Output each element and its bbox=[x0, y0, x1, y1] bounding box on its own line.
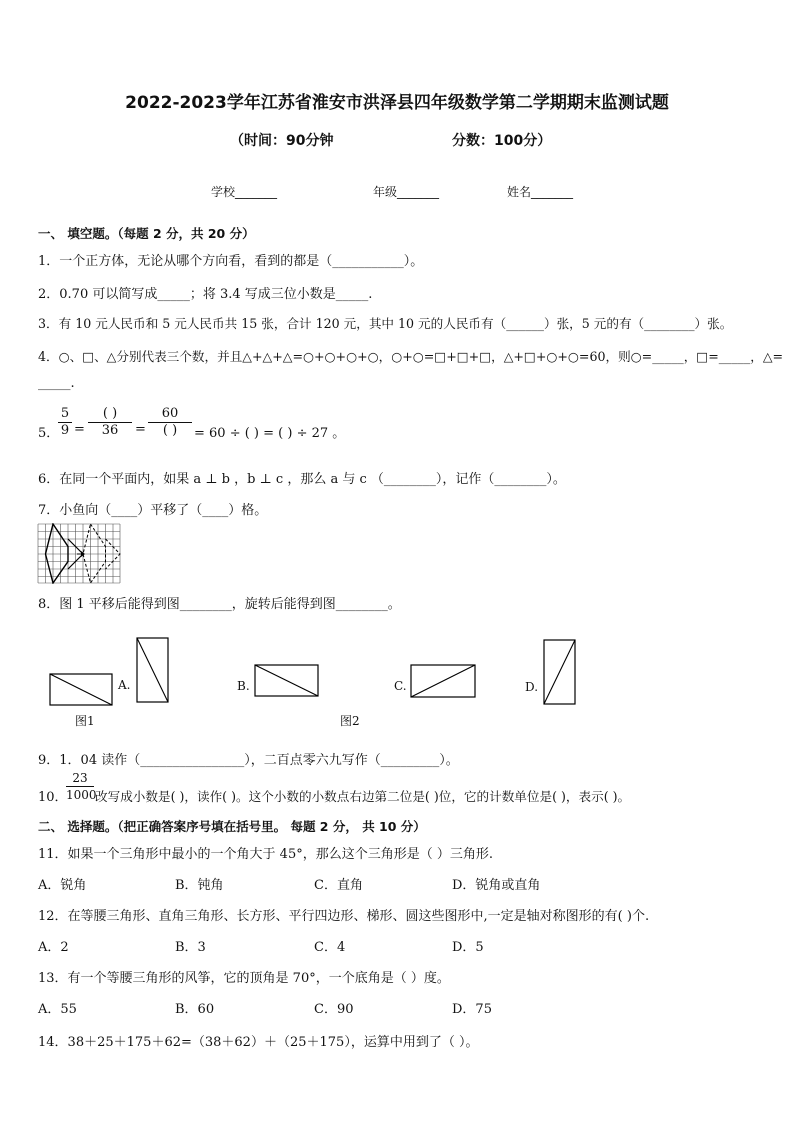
question-9: 9．1．04 读作（________________），二百点零六九写作（_________）。 bbox=[38, 753, 459, 768]
fraction-numerator: 5 bbox=[60, 406, 70, 421]
fish-original-icon bbox=[46, 524, 69, 583]
grade-field[interactable]: 年级_______ bbox=[373, 185, 440, 199]
question-4-cont: _____. bbox=[38, 376, 75, 391]
option-13-c[interactable]: C．90 bbox=[314, 1002, 354, 1017]
rectangle-figures bbox=[48, 634, 768, 714]
fraction-60-blank bbox=[148, 406, 192, 439]
page-title: 2022-2023学年江苏省淮安市洪泽县四年级数学第二学期期末监测试题 bbox=[125, 93, 669, 113]
fraction-numerator-blank[interactable]: ( ) bbox=[102, 406, 118, 421]
question-3: 3．有 10 元人民币和 5 元人民币共 15 张，合计 120 元，其中 10 元的人民币有（______）张，5 元的有（________）张。 bbox=[38, 316, 733, 331]
option-11-b[interactable]: B．钝角 bbox=[175, 878, 224, 893]
figure-d-diagonal bbox=[544, 640, 575, 704]
figure-c-diagonal bbox=[411, 665, 475, 697]
figure-label-b: B. bbox=[237, 679, 250, 693]
equals-sign: = bbox=[135, 422, 146, 437]
question-11: 11．如果一个三角形中最小的一个角大于 45°，那么这个三角形是（ ）三角形. bbox=[38, 847, 493, 862]
question-5-prefix: 5． bbox=[38, 426, 60, 441]
question-12: 12．在等腰三角形、直角三角形、长方形、平行四边形、梯形、圆这些图形中,一定是轴对称图形的有( )个. bbox=[38, 909, 650, 924]
question-1: 1．一个正方体，无论从哪个方向看，看到的都是（___________）。 bbox=[38, 254, 424, 269]
question-10-prefix: 10． bbox=[38, 790, 68, 805]
figure-label-c: C. bbox=[394, 679, 407, 693]
option-11-a[interactable]: A．锐角 bbox=[38, 878, 87, 893]
fraction-numerator: 60 bbox=[161, 406, 179, 421]
fraction-denominator: 1000 bbox=[66, 788, 97, 802]
option-11-c[interactable]: C．直角 bbox=[314, 878, 363, 893]
fraction-blank-36 bbox=[88, 406, 132, 439]
score-label: 分数：100分） bbox=[452, 133, 552, 149]
time-label: （时间：90分钟 bbox=[230, 133, 334, 149]
equals-sign: = bbox=[74, 422, 85, 437]
question-13: 13．有一个等腰三角形的风筝，它的顶角是 70°，一个底角是（ ）度。 bbox=[38, 971, 450, 986]
option-12-a[interactable]: A．2 bbox=[38, 940, 69, 955]
figure-1-diagonal bbox=[50, 674, 112, 705]
fish-translated-icon bbox=[83, 524, 106, 583]
question-5-tail: = 60 ÷ ( ) = ( ) ÷ 27 。 bbox=[194, 426, 346, 441]
option-11-d[interactable]: D．锐角或直角 bbox=[452, 878, 541, 893]
question-4: 4．○、□、△分别代表三个数，并且△+△+△=○+○+○+○，○+○=□+□+□，△+□+○+○=60，则○=_____，□=_____，△= bbox=[38, 349, 784, 364]
name-field[interactable]: 姓名_______ bbox=[507, 185, 574, 199]
question-7: 7．小鱼向（____）平移了（____）格。 bbox=[38, 503, 268, 518]
section-heading-fill: 一、 填空题。（每题 2 分，共 20 分） bbox=[38, 226, 255, 241]
option-12-c[interactable]: C．4 bbox=[314, 940, 346, 955]
option-13-b[interactable]: B．60 bbox=[175, 1002, 215, 1017]
figure-caption-2: 图2 bbox=[340, 714, 360, 728]
option-13-a[interactable]: A．55 bbox=[38, 1002, 77, 1017]
figure-caption-1: 图1 bbox=[75, 714, 95, 728]
fish-grid-figure bbox=[37, 523, 121, 584]
figure-a-diagonal bbox=[137, 638, 168, 702]
fraction-23-1000 bbox=[66, 770, 97, 803]
fraction-denominator-blank[interactable]: ( ) bbox=[162, 423, 178, 438]
question-2: 2．0.70 可以简写成_____；将 3.4 写成三位小数是_____. bbox=[38, 287, 373, 302]
question-14: 14．38＋25＋175＋62=（38＋62）＋（25＋175），运算中用到了（ ）。 bbox=[38, 1035, 479, 1050]
option-12-d[interactable]: D．5 bbox=[452, 940, 484, 955]
figure-label-d: D. bbox=[525, 680, 539, 694]
fraction-denominator: 9 bbox=[60, 423, 70, 438]
option-13-d[interactable]: D．75 bbox=[452, 1002, 492, 1017]
figure-b-diagonal bbox=[255, 665, 318, 696]
school-field[interactable]: 学校_______ bbox=[211, 185, 278, 199]
option-12-b[interactable]: B．3 bbox=[175, 940, 206, 955]
fraction-denominator: 36 bbox=[101, 423, 119, 438]
question-10: 改写成小数是( )，读作( )。这个小数的小数点右边第二位是( )位，它的计数单位是( )，表示( )。 bbox=[95, 789, 631, 804]
section-heading-choice: 二、 选择题。（把正确答案序号填在括号里。 每题 2 分， 共 10 分） bbox=[38, 819, 426, 834]
fraction-numerator: 23 bbox=[72, 771, 88, 785]
question-6: 6．在同一个平面内，如果 a ⊥ b ，b ⊥ c ，那么 a 与 c （________），记作（________）。 bbox=[38, 472, 566, 487]
question-8: 8．图 1 平移后能得到图________，旋转后能得到图________。 bbox=[38, 597, 401, 612]
figure-label-a: A. bbox=[118, 678, 131, 692]
fraction-5-9 bbox=[58, 406, 72, 439]
